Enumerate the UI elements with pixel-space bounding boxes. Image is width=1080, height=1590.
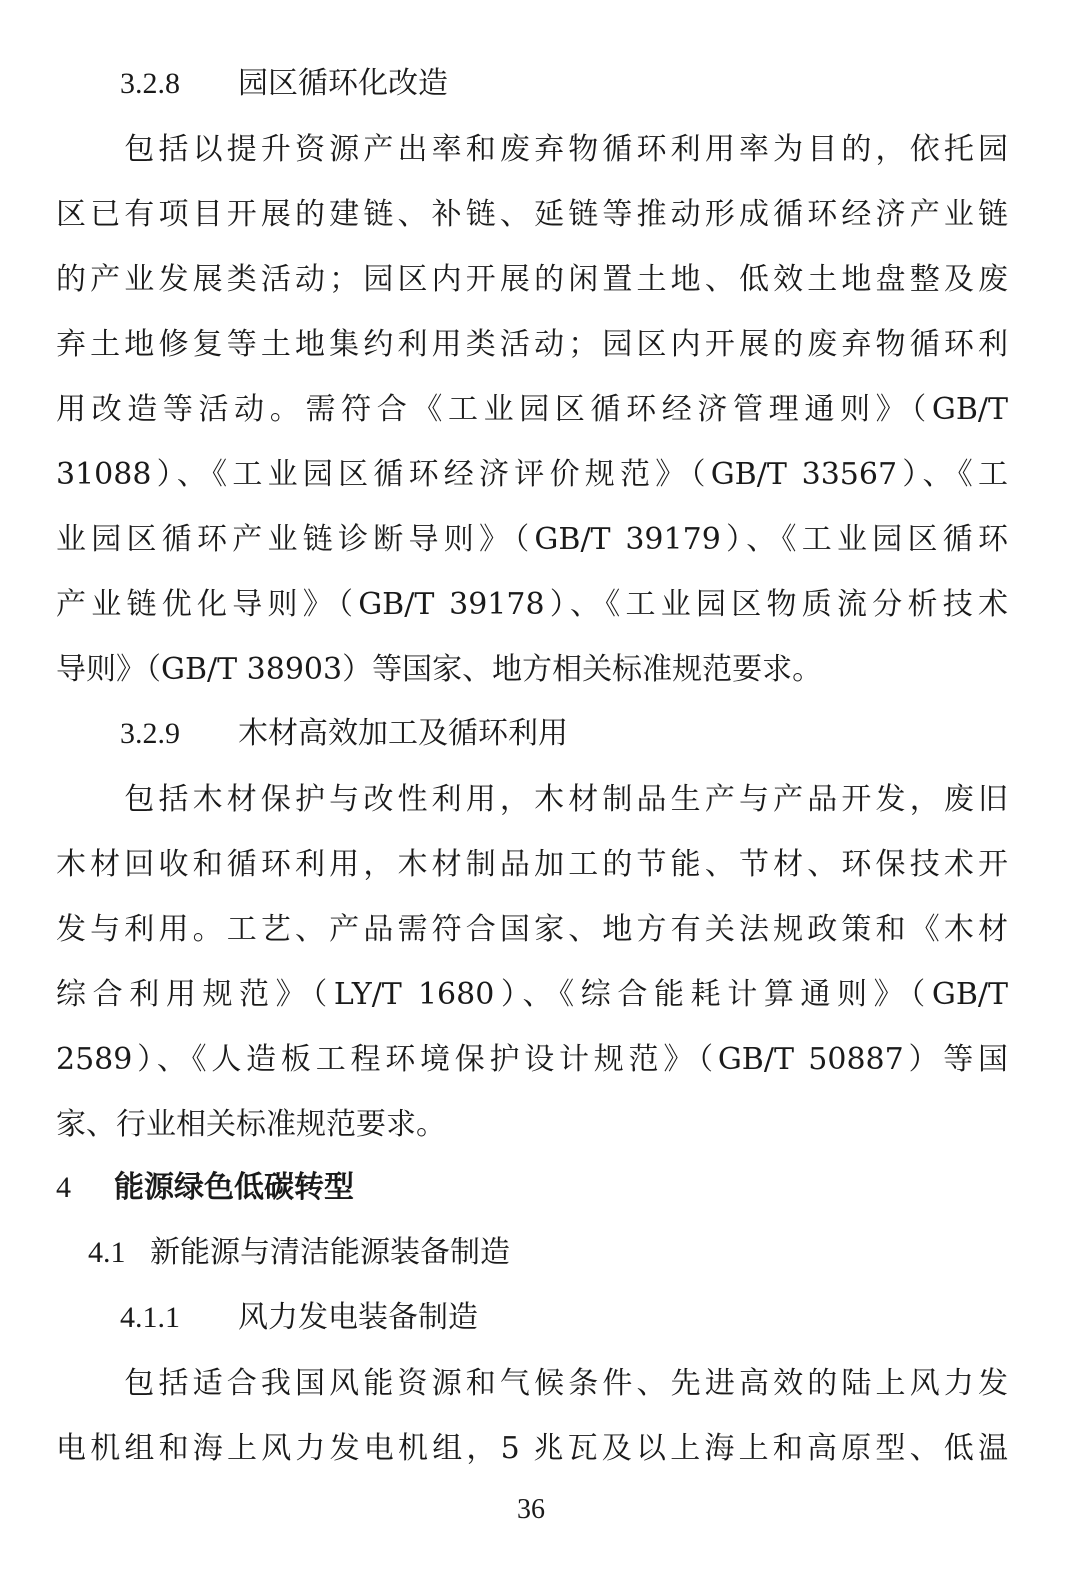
- section-heading-4-1: [88, 1233, 510, 1273]
- section-title: 能源绿色低碳转型: [114, 1170, 354, 1205]
- paragraph-line: 区已有项目开展的建链、补链、延链等推动形成循环经济产业链: [56, 197, 1008, 232]
- section-number: 4.1: [88, 1236, 126, 1269]
- paragraph-line: 业园区循环产业链诊断导则》（GB/T 39179）、《工业园区循环: [56, 522, 1008, 557]
- paragraph-line: 木材回收和循环利用，木材制品加工的节能、节材、环保技术开: [56, 847, 1008, 882]
- paragraph-line: 导则》（GB/T 38903）等国家、地方相关标准规范要求。: [56, 652, 823, 687]
- section-heading-3-2-9: [120, 714, 568, 754]
- paragraph-line: 的产业发展类活动；园区内开展的闲置土地、低效土地盘整及废: [56, 262, 1008, 297]
- section-title: 木材高效加工及循环利用: [238, 716, 568, 751]
- section-title: 风力发电装备制造: [238, 1300, 478, 1335]
- paragraph-line: 家、行业相关标准规范要求。: [56, 1107, 446, 1142]
- paragraph-line: 弃土地修复等土地集约利用类活动；园区内开展的废弃物循环利: [56, 327, 1008, 362]
- section-number: 3.2.8: [120, 67, 180, 100]
- paragraph-line: 2589）、《人造板工程环境保护设计规范》（GB/T 50887）等国: [56, 1042, 1008, 1077]
- section-heading-3-2-8: [120, 64, 448, 104]
- section-number: 4.1.1: [120, 1301, 180, 1334]
- section-title: 新能源与清洁能源装备制造: [150, 1235, 510, 1270]
- paragraph-line: 用改造等活动。需符合《工业园区循环经济管理通则》（GB/T: [56, 392, 1008, 427]
- page-number: 36: [517, 1494, 545, 1525]
- paragraph-line: 电机组和海上风力发电机组，5 兆瓦及以上海上和高原型、低温: [56, 1431, 1008, 1466]
- section-number: 3.2.9: [120, 717, 180, 750]
- section-title: 园区循环化改造: [238, 66, 448, 101]
- paragraph-line: 包括以提升资源产出率和废弃物循环利用率为目的，依托园: [56, 132, 1008, 167]
- paragraph-line: 包括适合我国风能资源和气候条件、先进高效的陆上风力发: [56, 1366, 1008, 1401]
- paragraph-line: 综合利用规范》（LY/T 1680）、《综合能耗计算通则》（GB/T: [56, 977, 1008, 1012]
- section-heading-4-1-1: [120, 1298, 478, 1338]
- paragraph-line: 31088）、《工业园区循环经济评价规范》（GB/T 33567）、《工: [56, 457, 1008, 492]
- section-heading-4: [56, 1168, 354, 1208]
- paragraph-line: 包括木材保护与改性利用，木材制品生产与产品开发，废旧: [56, 782, 1008, 817]
- paragraph-line: 产业链优化导则》（GB/T 39178）、《工业园区物质流分析技术: [56, 587, 1008, 622]
- section-number: 4: [56, 1171, 71, 1204]
- paragraph-line: 发与利用。工艺、产品需符合国家、地方有关法规政策和《木材: [56, 912, 1008, 947]
